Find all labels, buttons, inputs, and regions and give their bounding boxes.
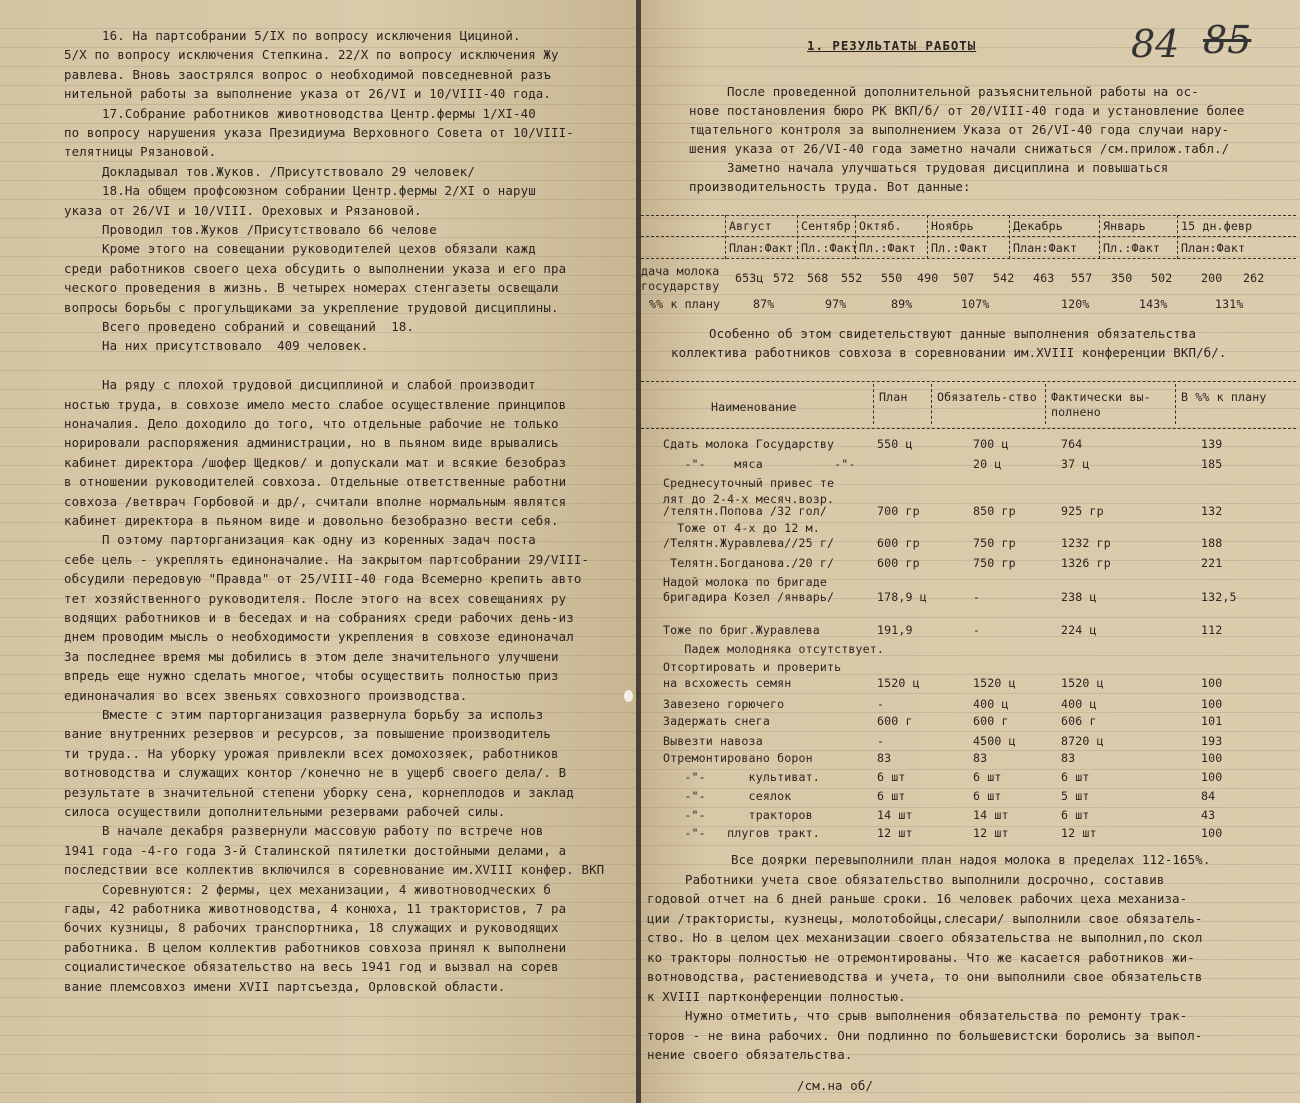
paper-rule bbox=[641, 370, 1300, 371]
table-cell: 502 bbox=[1151, 271, 1173, 285]
table-column-rule bbox=[797, 215, 798, 259]
table-cell-name: -"- мяса -"- bbox=[663, 457, 856, 471]
text-line: телятницы Рязановой. bbox=[64, 144, 217, 160]
table-cell-percent: 43 bbox=[1201, 808, 1216, 822]
table-cell-fact: 400 ц bbox=[1061, 697, 1097, 711]
table-cell-obligation: 750 гр bbox=[973, 536, 1016, 550]
month-subheader: План:Факт bbox=[1181, 241, 1246, 255]
table-cell-obligation: 14 шт bbox=[973, 808, 1009, 822]
text-line: по вопросу нарушения указа Президиума Верховного Совета от 10/VIII- bbox=[64, 125, 574, 140]
paper-rule bbox=[641, 1092, 1300, 1093]
table-cell-name: Тоже от 4-х до 12 м. bbox=[663, 521, 820, 535]
table-cell-percent: 101 bbox=[1201, 714, 1223, 728]
table-cell-percent: 139 bbox=[1201, 437, 1223, 451]
text-line: среди работников своего цеха обсудить о выполнении указа и его пра bbox=[64, 260, 567, 276]
paper-rule bbox=[641, 294, 1300, 295]
table-cell-obligation: 6 шт bbox=[973, 789, 1002, 803]
paper-rule bbox=[641, 1073, 1300, 1074]
text-line: к XVIII партконференции полностью. bbox=[647, 988, 906, 1004]
month-subheader: Пл.:Факт bbox=[801, 241, 859, 255]
paper-rule bbox=[641, 256, 1300, 257]
table-header: Фактически вы-полнено bbox=[1051, 390, 1151, 419]
text-line: результате в значительной степени уборку сена, корнеплодов и заклад bbox=[64, 784, 574, 800]
text-line: нове постановления бюро РК ВКП/б/ от 20/VIII-40 года и установление более bbox=[689, 103, 1245, 118]
table-cell-obligation: - bbox=[973, 590, 981, 604]
table-cell-name: Тоже по бриг.Журавлева bbox=[663, 623, 820, 637]
paper-rule bbox=[0, 218, 636, 219]
text-line: Проводил тов.Жуков /Присутствовало 66 челове bbox=[64, 222, 437, 237]
text-line: ноначалия. Дело доходило до того, что отдельные рабочие не только bbox=[64, 416, 559, 431]
table-column-rule bbox=[1045, 384, 1046, 424]
table-cell: 542 bbox=[993, 271, 1015, 285]
table-cell-name: Отремонтировано борон bbox=[663, 751, 813, 765]
table-cell-name: Телятн.Богданова./20 г/ bbox=[663, 556, 835, 570]
footer-note: /см.на об/ bbox=[797, 1078, 874, 1093]
table-rule bbox=[641, 428, 1296, 429]
table-cell-plan: 14 шт bbox=[877, 808, 913, 822]
text-line: вотноводства, растениеводства и учета, то они выполнили свое обязательств bbox=[647, 969, 1203, 984]
table-cell: 350 bbox=[1111, 271, 1133, 285]
text-line: последствии все коллектив включился в соревнование им.XVIII конфер. ВКП bbox=[64, 862, 605, 878]
text-line: кабинет директора в пьяном виде и довольно безобразно вести себя. bbox=[64, 513, 559, 528]
table-cell: 490 bbox=[917, 271, 939, 285]
table-cell: 131% bbox=[1215, 297, 1244, 311]
table-column-rule bbox=[855, 215, 856, 259]
table-cell-plan: 178,9 ц bbox=[877, 590, 927, 604]
table-cell-fact: 238 ц bbox=[1061, 590, 1097, 604]
table-cell-name: Среднесуточный привес те bbox=[663, 476, 835, 490]
table-cell-obligation: 6 шт bbox=[973, 770, 1002, 784]
month-header: Ноябрь bbox=[931, 219, 974, 233]
table-cell-plan: 600 гр bbox=[877, 556, 920, 570]
table-cell-fact: 6 шт bbox=[1061, 770, 1090, 784]
table-cell-fact: 925 гр bbox=[1061, 504, 1104, 518]
text-line: ческого проведения в жизнь. В четырех номерах стенгазеты освещали bbox=[64, 280, 559, 296]
text-line: На ряду с плохой трудовой дисциплиной и слабой производит bbox=[64, 377, 536, 393]
text-line: ти труда.. На уборку урожая привлекли всех домохозяек, работников bbox=[64, 745, 559, 761]
text-line: нение своего обязательства. bbox=[647, 1047, 853, 1062]
month-header: Сентябр bbox=[801, 219, 851, 233]
table-cell-name: -"- плугов тракт. bbox=[663, 826, 820, 840]
table-cell-fact: 12 шт bbox=[1061, 826, 1097, 840]
table-cell-obligation: 400 ц bbox=[973, 697, 1009, 711]
text-line: На них присутствовало 409 человек. bbox=[64, 338, 369, 354]
text-line: водящих работников и в беседах и на собраниях среди рабочих день-из bbox=[64, 610, 574, 625]
table-cell-percent: 188 bbox=[1201, 536, 1223, 550]
paper-rule bbox=[641, 199, 1300, 200]
text-line: Докладывал тов.Жуков. /Присутствовало 29 человек/ bbox=[64, 163, 475, 179]
table-cell-percent: 84 bbox=[1201, 789, 1216, 803]
paper-rule bbox=[641, 693, 1300, 694]
table-cell: 463 bbox=[1033, 271, 1055, 285]
table-cell-percent: 193 bbox=[1201, 734, 1223, 748]
text-line: бочих кузницы, 8 рабочих транспортника, 18 служащих и руководящих bbox=[64, 920, 559, 936]
row-label: %% к плану bbox=[649, 297, 721, 311]
table-cell-plan: 191,9 bbox=[877, 623, 913, 637]
text-line: ностью труда, в совхозе имело место слабое осуществление принципов bbox=[64, 396, 567, 412]
text-line: производительность труда. Вот данные: bbox=[689, 179, 971, 194]
text-line: кабинет директора /шофер Щедков/ и допускали мат и всякие безобраз bbox=[64, 454, 567, 470]
table-cell-plan: - bbox=[877, 734, 885, 748]
text-line: Все доярки перевыполнили план надоя молока в пределах 112-165%. bbox=[693, 852, 1211, 867]
text-line: 5/Х по вопросу исключения Степкина. 22/Х по вопросу исключения Жу bbox=[64, 47, 559, 63]
table-rule bbox=[641, 258, 1296, 259]
text-line: Нужно отметить, что срыв выполнения обязательства по ремонту трак- bbox=[647, 1008, 1188, 1023]
paper-rule bbox=[0, 180, 636, 181]
table-cell-fact: 606 г bbox=[1061, 714, 1097, 728]
table-column-rule bbox=[725, 215, 726, 259]
text-line: Работники учета свое обязательство выполнили досрочно, составив bbox=[647, 871, 1165, 887]
table-cell-name: Падеж молодняка отсутствует. bbox=[663, 642, 885, 656]
text-line: коллектива работников совхоза в соревновании им.XVIII конференции ВКП/б/. bbox=[671, 345, 1227, 360]
paper-rule bbox=[0, 1054, 636, 1055]
table-cell-obligation: 83 bbox=[973, 751, 988, 765]
table-cell-percent: 100 bbox=[1201, 697, 1223, 711]
table-cell-fact: 1232 гр bbox=[1061, 536, 1111, 550]
text-line: себе цель - укреплять единоначалие. На закрытом партсобрании 29/VIII- bbox=[64, 551, 590, 567]
paper-rule bbox=[0, 1016, 636, 1017]
table-cell-obligation: 600 г bbox=[973, 714, 1009, 728]
table-cell-fact: 6 шт bbox=[1061, 808, 1090, 822]
table-cell: 568 bbox=[807, 271, 829, 285]
month-header: Январь bbox=[1103, 219, 1146, 233]
table-rule bbox=[641, 236, 1296, 237]
text-line: В начале декабря развернули массовую работу по встрече нов bbox=[64, 823, 544, 839]
text-line: социалистическое обязательство на весь 1941 год и вызвал на сорев bbox=[64, 959, 559, 975]
table-column-rule bbox=[873, 384, 874, 424]
table-cell-fact: 1326 гр bbox=[1061, 556, 1111, 570]
text-line: совхоза /ветврач Горбовой и др/, считали вполне нормальным являтся bbox=[64, 493, 567, 509]
month-header: Август bbox=[729, 219, 772, 233]
table-rule bbox=[641, 381, 1296, 382]
table-cell-plan: - bbox=[877, 697, 885, 711]
paper-rule bbox=[0, 237, 636, 238]
text-line: торов - не вина рабочих. Они подлинно по большевистски боролись за выпол- bbox=[647, 1027, 1203, 1043]
table-column-rule bbox=[1009, 215, 1010, 259]
table-cell-plan: 600 гр bbox=[877, 536, 920, 550]
table-header: В %% к плану bbox=[1181, 390, 1267, 404]
table-cell: 120% bbox=[1061, 297, 1090, 311]
table-cell-fact: 764 bbox=[1061, 437, 1083, 451]
text-line: равлева. Вновь заострялся вопрос о необходимой повседневной разъ bbox=[64, 66, 552, 82]
table-cell-obligation: 850 гр bbox=[973, 504, 1016, 518]
table-cell: 262 bbox=[1243, 271, 1265, 285]
table-cell-percent: 132 bbox=[1201, 504, 1223, 518]
text-line: ство. Но в целом цех механизации своего обязательства не выполнил,по скол bbox=[647, 930, 1203, 945]
table-cell-fact: 83 bbox=[1061, 751, 1076, 765]
table-cell-obligation: 1520 ц bbox=[973, 676, 1016, 690]
month-header: 15 дн.февр bbox=[1181, 219, 1253, 233]
table-header: Обязатель-ство bbox=[937, 390, 1037, 404]
right-page bbox=[641, 0, 1300, 1103]
table-cell-obligation: 700 ц bbox=[973, 437, 1009, 451]
table-cell-name: /телятн.Попова /32 гол/ bbox=[663, 504, 827, 518]
text-line: тет хозяйственного руководителя. После этого на всех совещаниях ру bbox=[64, 590, 567, 606]
text-line: работника. В целом коллектив работников совхоза принял к выполнени bbox=[64, 939, 567, 955]
table-cell-fact: 1520 ц bbox=[1061, 676, 1104, 690]
text-line: П оэтому парторганизация как одну из коренных задач поста bbox=[64, 532, 536, 548]
paper-rule bbox=[0, 997, 636, 998]
text-line: обсудили передовую "Правда" от 25/VIII-40 года Всемерно крепить авто bbox=[64, 571, 582, 587]
table-cell-name: -"- тракторов bbox=[663, 808, 813, 822]
table-cell-plan: 700 гр bbox=[877, 504, 920, 518]
paper-rule bbox=[641, 28, 1300, 29]
table-rule bbox=[641, 215, 1296, 216]
table-cell: 550 bbox=[881, 271, 903, 285]
table-cell-name: на всхожесть семян bbox=[663, 676, 792, 690]
row-label: дача молока bbox=[641, 264, 720, 278]
table-header: Наименование bbox=[711, 400, 797, 414]
table-column-rule bbox=[1177, 215, 1178, 259]
text-line: 18.На общем профсоюзном собрании Центр.фермы 2/XI о наруш bbox=[64, 183, 536, 199]
table-header: План bbox=[879, 390, 908, 404]
table-cell-percent: 100 bbox=[1201, 770, 1223, 784]
paper-rule bbox=[641, 845, 1300, 846]
month-header: Октяб. bbox=[859, 219, 902, 233]
text-line: Соревнуются: 2 фермы, цех механизации, 4 животноводческих б bbox=[64, 881, 552, 897]
text-line: норировали распоряжения администрации, но в пьяном виде врывались bbox=[64, 435, 559, 451]
table-cell: 557 bbox=[1071, 271, 1093, 285]
text-line: гады, 42 работника животноводства, 4 конюха, 11 трактористов, 7 ра bbox=[64, 901, 567, 916]
table-cell-percent: 100 bbox=[1201, 751, 1223, 765]
table-cell-plan: 12 шт bbox=[877, 826, 913, 840]
table-cell-name: Завезено горючего bbox=[663, 697, 785, 711]
row-label: государству bbox=[641, 279, 720, 293]
paper-rule bbox=[0, 1035, 636, 1036]
text-line: За последнее время мы добились в этом деле значительного улучшени bbox=[64, 648, 559, 664]
table-cell-name: /Телятн.Журавлева//25 г/ bbox=[663, 536, 835, 550]
text-line: в отношении руководителей совхоза. Отдельные ответственные работни bbox=[64, 474, 567, 490]
text-line: шения указа от 26/VI-40 года заметно начали снижаться /см.прилож.табл./ bbox=[689, 141, 1230, 156]
text-line: После проведенной дополнительной разъяснительной работы на ос- bbox=[689, 84, 1199, 99]
table-cell-fact: 37 ц bbox=[1061, 457, 1090, 471]
table-cell-percent: 185 bbox=[1201, 457, 1223, 471]
table-cell-percent: 112 bbox=[1201, 623, 1223, 637]
month-subheader: Пл.:Факт bbox=[1103, 241, 1161, 255]
table-cell-obligation: - bbox=[973, 623, 981, 637]
table-cell-name: -"- сеялок bbox=[663, 789, 792, 803]
text-line: Особенно об этом свидетельствуют данные выполнения обязательства bbox=[671, 326, 1197, 341]
paper-rule bbox=[641, 712, 1300, 713]
page-number-handwritten: 84 bbox=[1131, 22, 1180, 66]
text-line: Вместе с этим парторганизация развернула борьбу за использ bbox=[64, 707, 544, 722]
text-line: 17.Собрание работников животноводства Центр.фермы 1/XI-40 bbox=[64, 105, 536, 121]
text-line: 16. На партсобрании 5/IX по вопросу исключения Цициной. bbox=[64, 28, 521, 43]
table-cell-name: Вывезти навоза bbox=[663, 734, 763, 748]
table-column-rule bbox=[1175, 384, 1176, 424]
paper-rule bbox=[0, 142, 636, 143]
table-cell-percent: 100 bbox=[1201, 826, 1223, 840]
paper-rule bbox=[641, 47, 1300, 48]
paper-rule bbox=[0, 199, 636, 200]
paper-rule bbox=[0, 1092, 636, 1093]
table-cell: 87% bbox=[753, 297, 775, 311]
text-line: силоса осуществили дополнительными резервами рабочей силы. bbox=[64, 804, 506, 819]
table-cell-fact: 8720 ц bbox=[1061, 734, 1104, 748]
paper-rule bbox=[0, 1073, 636, 1074]
table-cell-obligation: 4500 ц bbox=[973, 734, 1016, 748]
table-cell-plan: 6 шт bbox=[877, 770, 906, 784]
text-line: днем проводим мысль о необходимости укрепления в совхозе единоначал bbox=[64, 629, 574, 645]
table-cell-fact: 224 ц bbox=[1061, 623, 1097, 637]
table-cell-plan: 83 bbox=[877, 751, 892, 765]
paper-rule bbox=[641, 66, 1300, 67]
month-subheader: План:Факт bbox=[729, 241, 794, 255]
paper-rule bbox=[0, 161, 636, 162]
binding-hole bbox=[624, 690, 633, 702]
text-line: тщательного контроля за выполнением Указа от 26/VI-40 года случаи нару- bbox=[689, 122, 1230, 137]
table-cell-name: Отсортировать и проверить bbox=[663, 660, 842, 674]
table-cell: 507 bbox=[953, 271, 975, 285]
text-line: вопросы борьбы с прогульщиками за укрепление трудовой дисциплины. bbox=[64, 299, 559, 315]
table-cell: 143% bbox=[1139, 297, 1168, 311]
table-cell-name: лят до 2-4-х месяч.возр. bbox=[663, 492, 835, 506]
paper-rule bbox=[0, 123, 636, 124]
table-cell-name: -"- культиват. bbox=[663, 770, 820, 784]
table-column-rule bbox=[927, 215, 928, 259]
text-line: Кроме этого на совещании руководителей цехов обязали кажд bbox=[64, 241, 536, 257]
paper-rule bbox=[641, 313, 1300, 314]
text-line: указа от 26/VI и 10/VIII. Ореховых и Рязановой. bbox=[64, 202, 422, 218]
paper-rule bbox=[641, 237, 1300, 238]
table-cell-plan: 1520 ц bbox=[877, 676, 920, 690]
month-subheader: Пл.:Факт bbox=[931, 241, 989, 255]
text-line: впредь еще нужно сделать многое, чтобы осуществить полностью приз bbox=[64, 668, 559, 684]
table-cell-obligation: 12 шт bbox=[973, 826, 1009, 840]
paper-rule bbox=[0, 370, 636, 371]
table-cell-percent: 132,5 bbox=[1201, 590, 1237, 604]
paper-rule bbox=[641, 731, 1300, 732]
table-cell-obligation: 20 ц bbox=[973, 457, 1002, 471]
month-subheader: Пл.:Факт bbox=[859, 241, 917, 255]
table-cell-name: Надой молока по бригаде bbox=[663, 575, 827, 589]
table-cell-obligation: 750 гр bbox=[973, 556, 1016, 570]
table-cell-percent: 100 bbox=[1201, 676, 1223, 690]
text-line: Всего проведено собраний и совещаний 18. bbox=[64, 319, 415, 334]
table-cell: 653ц bbox=[735, 271, 764, 285]
text-line: годовой отчет на 6 дней раньше сроки. 16 человек рабочих цеха механиза- bbox=[647, 891, 1188, 906]
table-cell: 552 bbox=[841, 271, 863, 285]
table-column-rule bbox=[1099, 215, 1100, 259]
text-line: Заметно начала улучшаться трудовая дисциплина и повышаться bbox=[689, 160, 1169, 175]
table-cell-fact: 5 шт bbox=[1061, 789, 1090, 803]
month-header: Декабрь bbox=[1013, 219, 1063, 233]
page-number-crossed: 85 bbox=[1203, 18, 1252, 62]
text-line: вотноводства и служащих контор /конечно не в ущерб своего дела/. В bbox=[64, 765, 567, 781]
text-line: единоначалия во всех звеньях совхозного производства. bbox=[64, 687, 468, 703]
table-cell: 572 bbox=[773, 271, 795, 285]
table-cell-name: Задержать снега bbox=[663, 714, 770, 728]
table-cell-plan: 6 шт bbox=[877, 789, 906, 803]
left-page bbox=[0, 0, 636, 1103]
table-cell-name: Сдать молока Государству bbox=[663, 437, 835, 451]
text-line: вание внутренних резервов и ресурсов, за повышение производитель bbox=[64, 726, 552, 742]
table-cell: 107% bbox=[961, 297, 990, 311]
text-line: 1941 года -4-го года 3-й Сталинской пятилетки достойными делами, а bbox=[64, 842, 567, 858]
table-cell: 200 bbox=[1201, 271, 1223, 285]
text-line: ции /трактористы, кузнецы, молотобойцы,слесари/ выполнили свое обязатель- bbox=[647, 910, 1203, 926]
month-subheader: План:Факт bbox=[1013, 241, 1078, 255]
table-cell-plan: 600 г bbox=[877, 714, 913, 728]
table-cell: 97% bbox=[825, 297, 847, 311]
paper-rule bbox=[641, 617, 1300, 618]
text-line: вание племсовхоз имени XVII партсъезда, Орловской области. bbox=[64, 978, 506, 994]
section-heading: 1. РЕЗУЛЬТАТЫ РАБОТЫ bbox=[807, 38, 977, 53]
table-cell-percent: 221 bbox=[1201, 556, 1223, 570]
table-cell: 89% bbox=[891, 297, 913, 311]
text-line: ко тракторы полностью не отремонтированы. Что же касается работников жи- bbox=[647, 949, 1195, 965]
text-line: нительной работы за выполнение указа от 26/VI и 10/VIII-40 года. bbox=[64, 86, 552, 102]
table-cell-name: бригадира Козел /январь/ bbox=[663, 590, 835, 604]
table-cell-plan: 550 ц bbox=[877, 437, 913, 451]
